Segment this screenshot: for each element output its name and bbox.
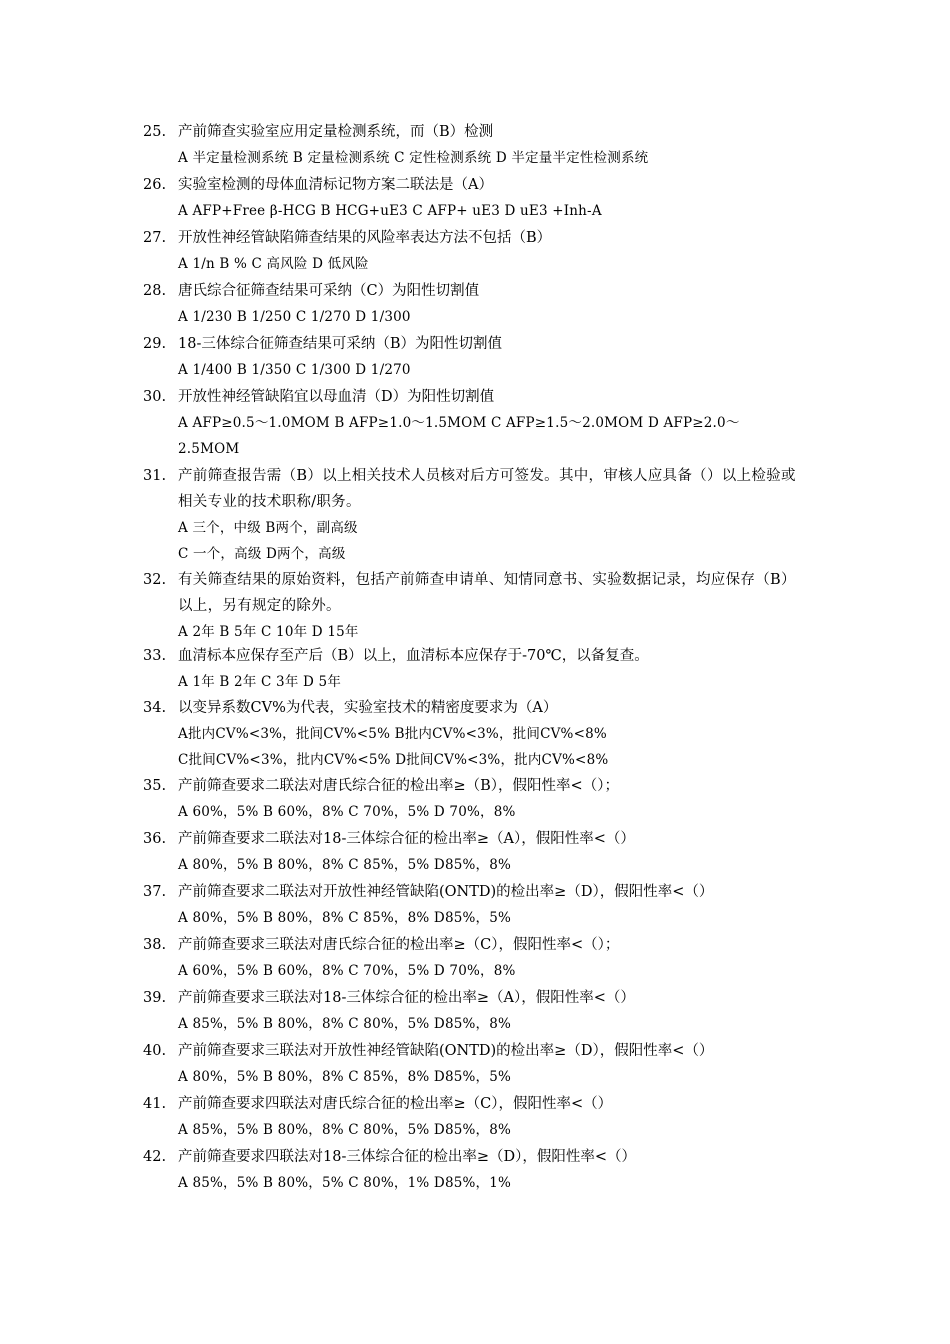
question-number: 36. (143, 831, 167, 847)
answer-options: A AFP+Free β-HCG B HCG+uE3 C AFP+ uE3 D uE3 +Inh-A (178, 203, 602, 219)
question-number: 38. (143, 937, 167, 953)
answer-options: A 80%，5% B 80%，8% C 85%，8% D85%，5% (178, 1069, 512, 1085)
question-number: 39. (143, 990, 167, 1006)
question-25 (0, 119, 950, 171)
answer-options: A 1/230 B 1/250 C 1/270 D 1/300 (178, 309, 411, 325)
answer-options: A 85%，5% B 80%，5% C 80%，1% D85%，1% (178, 1175, 512, 1191)
question-number: 33. (143, 648, 167, 664)
answer-options: A 85%，5% B 80%，8% C 80%，5% D85%，8% (178, 1122, 512, 1138)
question-number: 35. (143, 778, 167, 794)
answer-options: A AFP≥0.5～1.0MOM B AFP≥1.0～1.5MOM C AFP≥1.5～2.0MOM D AFP≥2.0～ (178, 415, 740, 431)
answer-options: A 60%，5% B 60%，8% C 70%，5% D 70%，8% (178, 963, 516, 979)
question-stem: 唐氏综合征筛查结果可采纳（C）为阳性切割值 (178, 283, 480, 299)
question-34 (0, 695, 950, 773)
question-27 (0, 225, 950, 277)
answer-options: A 80%，5% B 80%，8% C 85%，5% D85%，8% (178, 857, 512, 873)
question-number: 40. (143, 1043, 167, 1059)
question-number: 26. (143, 177, 167, 193)
question-number: 27. (143, 230, 167, 246)
question-stem: 产前筛查要求三联法对开放性神经管缺陷(ONTD)的检出率≥（D），假阳性率<（） (178, 1043, 714, 1059)
question-29 (0, 331, 950, 383)
question-number: 32. (143, 572, 167, 588)
question-stem: 产前筛查要求四联法对18-三体综合征的检出率≥（D），假阳性率<（） (178, 1149, 637, 1165)
question-number: 31. (143, 468, 167, 484)
question-41 (0, 1091, 950, 1143)
question-number: 29. (143, 336, 167, 352)
question-33 (0, 643, 950, 695)
question-stem: 血清标本应保存至产后（B）以上，血清标本应保存于-70℃，以备复查。 (178, 648, 649, 664)
question-stem: 产前筛查要求二联法对开放性神经管缺陷(ONTD)的检出率≥（D），假阳性率<（） (178, 884, 714, 900)
question-30 (0, 384, 950, 462)
answer-options: C批间CV%<3%，批内CV%<5% D批间CV%<3%，批内CV%<8% (178, 752, 609, 768)
question-40 (0, 1038, 950, 1090)
question-35 (0, 773, 950, 825)
answer-options: A 三个，中级 B两个，副高级 (178, 520, 358, 536)
answer-options: A 60%，5% B 60%，8% C 70%，5% D 70%，8% (178, 804, 516, 820)
question-32 (0, 567, 950, 645)
answer-options: A 1年 B 2年 C 3年 D 5年 (178, 674, 342, 690)
question-stem: 以变异系数CV%为代表，实验室技术的精密度要求为（A） (178, 700, 558, 716)
question-26 (0, 172, 950, 224)
answer-options: A 1/n B % C 高风险 D 低风险 (178, 256, 369, 272)
question-number: 41. (143, 1096, 167, 1112)
question-stem: 实验室检测的母体血清标记物方案二联法是（A） (178, 177, 493, 193)
answer-options: A批内CV%<3%，批间CV%<5% B批内CV%<3%，批间CV%<8% (178, 726, 607, 742)
answer-options-continued: 2.5MOM (178, 441, 240, 457)
question-number: 42. (143, 1149, 167, 1165)
answer-options: A 85%，5% B 80%，8% C 80%，5% D85%，8% (178, 1016, 512, 1032)
question-stem: 开放性神经管缺陷筛查结果的风险率表达方法不包括（B） (178, 230, 552, 246)
question-42 (0, 1144, 950, 1196)
question-number: 30. (143, 389, 167, 405)
question-number: 37. (143, 884, 167, 900)
question-number: 25. (143, 124, 167, 140)
question-stem: 产前筛查报告需（B）以上相关技术人员核对后方可签发。其中，审核人应具备（）以上检验或相关专业的技术职称/职务。 (178, 468, 796, 510)
question-38 (0, 932, 950, 984)
answer-options: A 80%，5% B 80%，8% C 85%，8% D85%，5% (178, 910, 512, 926)
answer-options: A 2年 B 5年 C 10年 D 15年 (178, 624, 359, 640)
question-36 (0, 826, 950, 878)
question-stem: 产前筛查要求三联法对18-三体综合征的检出率≥（A），假阳性率<（） (178, 990, 635, 1006)
question-39 (0, 985, 950, 1037)
question-stem: 产前筛查要求四联法对唐氏综合征的检出率≥（C），假阳性率<（） (178, 1096, 613, 1112)
question-31 (0, 463, 950, 567)
question-stem: 产前筛查要求二联法对18-三体综合征的检出率≥（A），假阳性率<（） (178, 831, 635, 847)
question-stem: 有关筛查结果的原始资料，包括产前筛查申请单、知情同意书、实验数据记录，均应保存（B）以上，另有规定的除外。 (178, 572, 796, 614)
answer-options: A 1/400 B 1/350 C 1/300 D 1/270 (178, 362, 411, 378)
question-number: 34. (143, 700, 167, 716)
answer-options: C 一个，高级 D两个，高级 (178, 546, 346, 562)
question-stem: 产前筛查要求二联法对唐氏综合征的检出率≥（B），假阳性率<（）； (178, 778, 619, 794)
question-stem: 18-三体综合征筛查结果可采纳（B）为阳性切割值 (178, 336, 503, 352)
question-28 (0, 278, 950, 330)
question-stem: 产前筛查实验室应用定量检测系统，而（B）检测 (178, 124, 494, 140)
answer-options: A 半定量检测系统 B 定量检测系统 C 定性检测系统 D 半定量半定性检测系统 (178, 150, 649, 166)
question-number: 28. (143, 283, 167, 299)
question-37 (0, 879, 950, 931)
question-stem: 产前筛查要求三联法对唐氏综合征的检出率≥（C），假阳性率<（）； (178, 937, 620, 953)
question-stem: 开放性神经管缺陷宜以母血清（D）为阳性切割值 (178, 389, 495, 405)
